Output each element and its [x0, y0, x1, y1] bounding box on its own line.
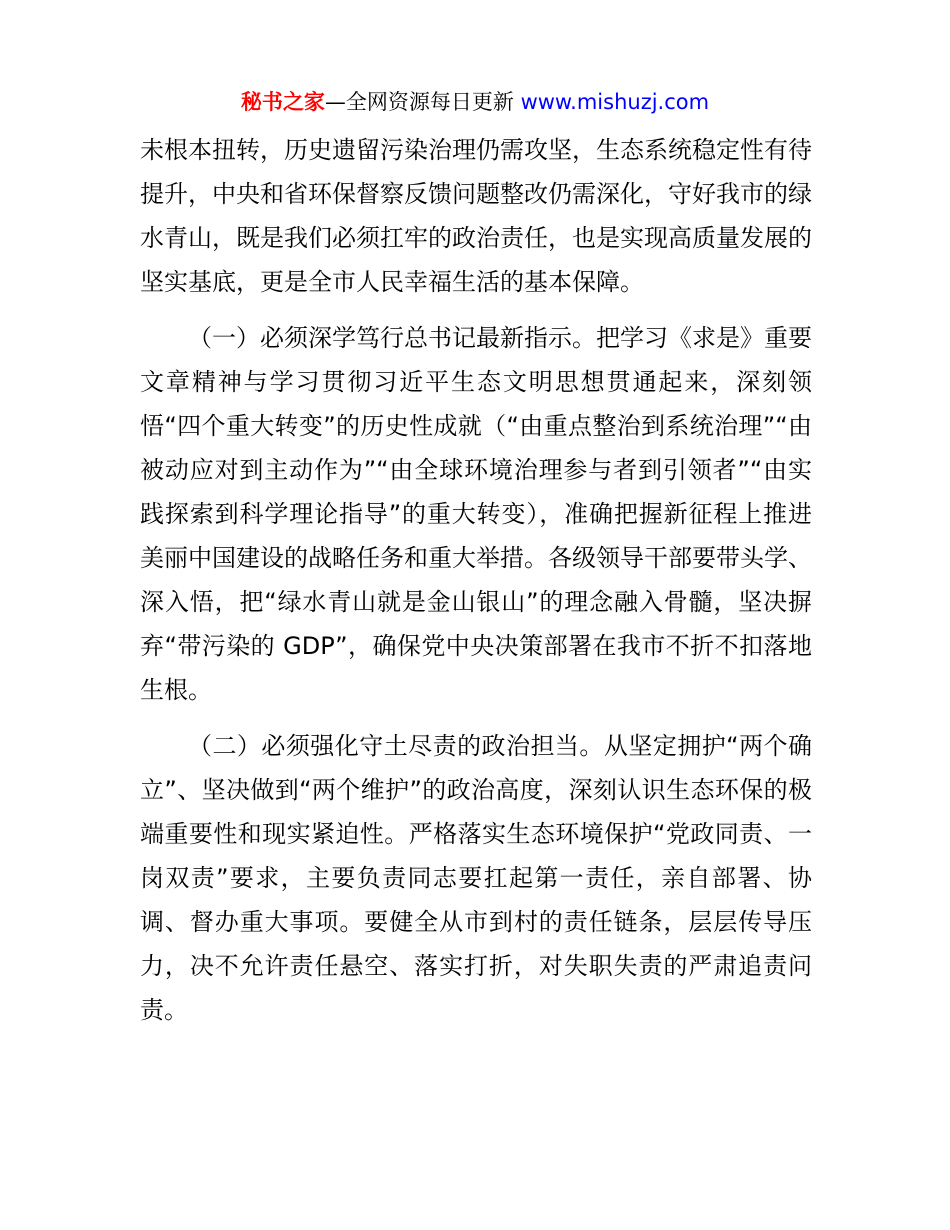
document-body	[140, 128, 812, 1044]
header-tagline: —全网资源每日更新	[324, 90, 521, 114]
paragraph-section-two: （二）必须强化守土尽责的政治担当。从坚定拥护“两个确立”、坚决做到“两个维护”的政治高度，深刻认识生态环保的极端重要性和现实紧迫性。严格落实生态环境保护“党政同责、一岗双责”要求，主要负责同志要扛起第一责任，亲自部署、协调、督办重大事项。要健全从市到村的责任链条，层层传导压力，决不允许责任悬空、落实打折，对失职失责的严肃追责问责。	[140, 732, 812, 1024]
paragraph-continuation: 未根本扭转，历史遗留污染治理仍需攻坚，生态系统稳定性有待提升，中央和省环保督察反馈问题整改仍需深化，守好我市的绿水青山，既是我们必须扛牢的政治责任，也是实现高质量发展的坚实基底，更是全市人民幸福生活的基本保障。	[140, 136, 812, 296]
header-brand: 秘书之家	[240, 90, 325, 114]
paragraph-section-one: （一）必须深学笃行总书记最新指示。把学习《求是》重要文章精神与学习贯彻习近平生态文明思想贯通起来，深刻领悟“四个重大转变”的历史性成就（“由重点整治到系统治理”“由被动应对到主动作为”“由全球环境治理参与者到引领者”“由实践探索到科学理论指导”的重大转变），准确把握新征程上推进美丽中国建设的战略任务和重大举措。各级领导干部要带头学、深入悟，把“绿水青山就是金山银山”的理念融入骨髓，坚决摒弃“带污染的 GDP”，确保党中央决策部署在我市不折不扣落地生根。	[140, 324, 812, 704]
page-header	[0, 88, 950, 116]
header-url-link[interactable]: www.mishuzj.com	[520, 90, 710, 114]
